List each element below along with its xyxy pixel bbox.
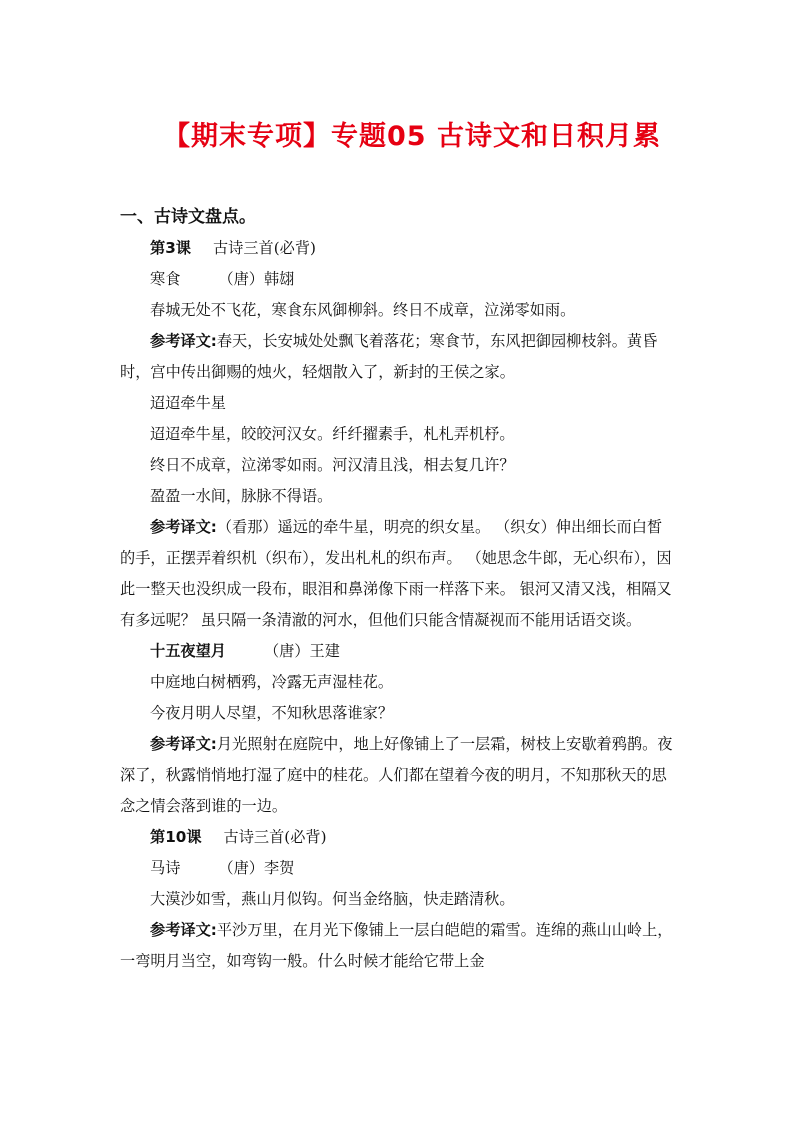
poem-title: 十五夜望月 [150, 642, 226, 660]
lesson-name: 古诗三首(必背) [212, 239, 316, 257]
translation-text: （看那）遥远的牵牛星，明亮的织女星。 （织女）伸出细长而白皙的手，正摆弄着织机（织布），发出札札的织布声。 （她思念牛郎，无心织布），因此一整天也没织成一段布，眼泪和鼻涕像下雨一样落下来。 银河又清又浅，相隔又有多远呢？ 虽只隔一条清澈的河水，但他们只能含情凝视而不能用话语交谈。 [120, 518, 672, 629]
lesson-heading [120, 233, 676, 264]
translation [120, 326, 676, 388]
poem-line: 盈盈一水间，脉脉不得语。 [150, 487, 333, 505]
translation-label: 参考译文: [150, 332, 217, 350]
poem-author: （唐）王建 [263, 642, 340, 660]
lesson-label: 第10课 [150, 828, 202, 846]
translation [120, 512, 676, 636]
section-heading: 一、古诗文盘点。 [120, 207, 256, 227]
page-title: 【期末专项】专题05 古诗文和日积月累 [163, 121, 661, 152]
translation [120, 729, 676, 822]
translation [120, 915, 676, 977]
translation-label: 参考译文: [150, 735, 217, 753]
translation-label: 参考译文: [150, 518, 217, 536]
poem-title: 马诗 [150, 859, 181, 877]
poem-line: 春城无处不飞花，寒食东风御柳斜。终日不成章，泣涕零如雨。 [150, 301, 576, 319]
translation-text: 平沙万里，在月光下像铺上一层白皑皑的霜雪。连绵的燕山山岭上，一弯明月当空，如弯钩一般。什么时候才能给它带上金 [120, 921, 673, 970]
poem-heading [120, 264, 676, 295]
lesson-heading [120, 822, 676, 853]
poem-title: 寒食 [150, 270, 181, 288]
lesson-label: 第3课 [150, 239, 191, 257]
poem-author: （唐）韩翃 [218, 270, 295, 288]
poem-line: 终日不成章，泣涕零如雨。河汉清且浅，相去复几许？ [150, 456, 515, 474]
poem-author: （唐）李贺 [218, 859, 295, 877]
poem-heading [120, 636, 676, 667]
translation-text: 月光照射在庭院中，地上好像铺上了一层霜，树枝上安歇着鸦鹊。夜深了，秋露悄悄地打湿了庭中的桂花。人们都在望着今夜的明月，不知那秋天的思念之情会落到谁的一边。 [120, 735, 673, 815]
poem-line: 今夜月明人尽望，不知秋思落谁家？ [150, 704, 393, 722]
lesson-name: 古诗三首(必背) [223, 828, 327, 846]
poem-line: 迢迢牵牛星，皎皎河汉女。纤纤擢素手，札札弄机杼。 [150, 425, 515, 443]
poem-title: 迢迢牵牛星 [150, 394, 226, 412]
poem-line: 大漠沙如雪，燕山月似钩。何当金络脑，快走踏清秋。 [150, 890, 515, 908]
translation-label: 参考译文: [150, 921, 217, 939]
document-body [120, 233, 676, 977]
poem-heading [120, 853, 676, 884]
poem-line: 中庭地白树栖鸦，冷露无声湿桂花。 [150, 673, 393, 691]
translation-text: 春天，长安城处处飘飞着落花；寒食节，东风把御园柳枝斜。黄昏时，宫中传出御赐的烛火，轻烟散入了，新封的王侯之家。 [120, 332, 658, 381]
